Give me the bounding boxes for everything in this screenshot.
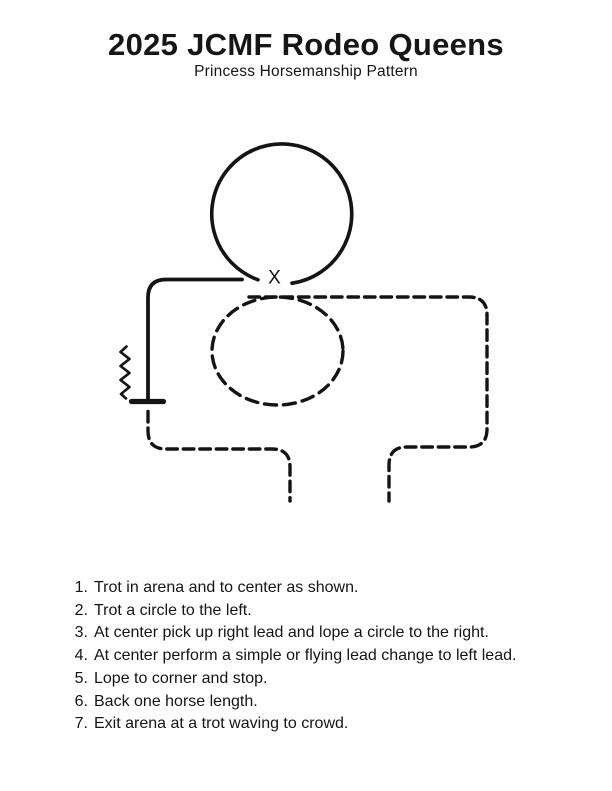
instruction-number: 1. (74, 579, 88, 596)
trot-to-corner-line (148, 280, 242, 400)
instruction-text: Trot a circle to the left. (94, 601, 252, 619)
instruction-item (0, 668, 612, 691)
instruction-text: Trot in arena and to center as shown. (94, 579, 359, 596)
page-subtitle: Princess Horsemanship Pattern (194, 63, 418, 80)
instruction-item (0, 691, 612, 714)
instruction-list (0, 577, 612, 736)
back-up-zigzag (121, 347, 130, 399)
instruction-number: 4. (74, 647, 88, 665)
instruction-item (0, 713, 612, 736)
lope-track-path (249, 297, 487, 501)
instruction-number: 2. (74, 601, 88, 619)
lope-circle-path (212, 297, 343, 405)
instruction-item (0, 622, 612, 645)
trot-circle-path (212, 144, 352, 283)
instruction-item (0, 577, 612, 600)
instruction-text: Exit arena at a trot waving to crowd. (94, 715, 349, 733)
instruction-number: 5. (74, 669, 88, 687)
instruction-text: Lope to corner and stop. (94, 669, 268, 687)
instruction-item (0, 600, 612, 623)
instruction-text: At center pick up right lead and lope a circle to the right. (94, 624, 489, 642)
center-marker: X (268, 267, 281, 289)
instruction-number: 7. (74, 715, 88, 733)
instruction-number: 3. (74, 624, 88, 642)
instruction-text: Back one horse length. (94, 692, 258, 710)
exit-track-path (148, 412, 290, 502)
instruction-item (0, 645, 612, 668)
instruction-number: 6. (74, 692, 88, 710)
page-title: 2025 JCMF Rodeo Queens (108, 27, 504, 62)
instruction-text: At center perform a simple or flying lead change to left lead. (94, 647, 517, 665)
